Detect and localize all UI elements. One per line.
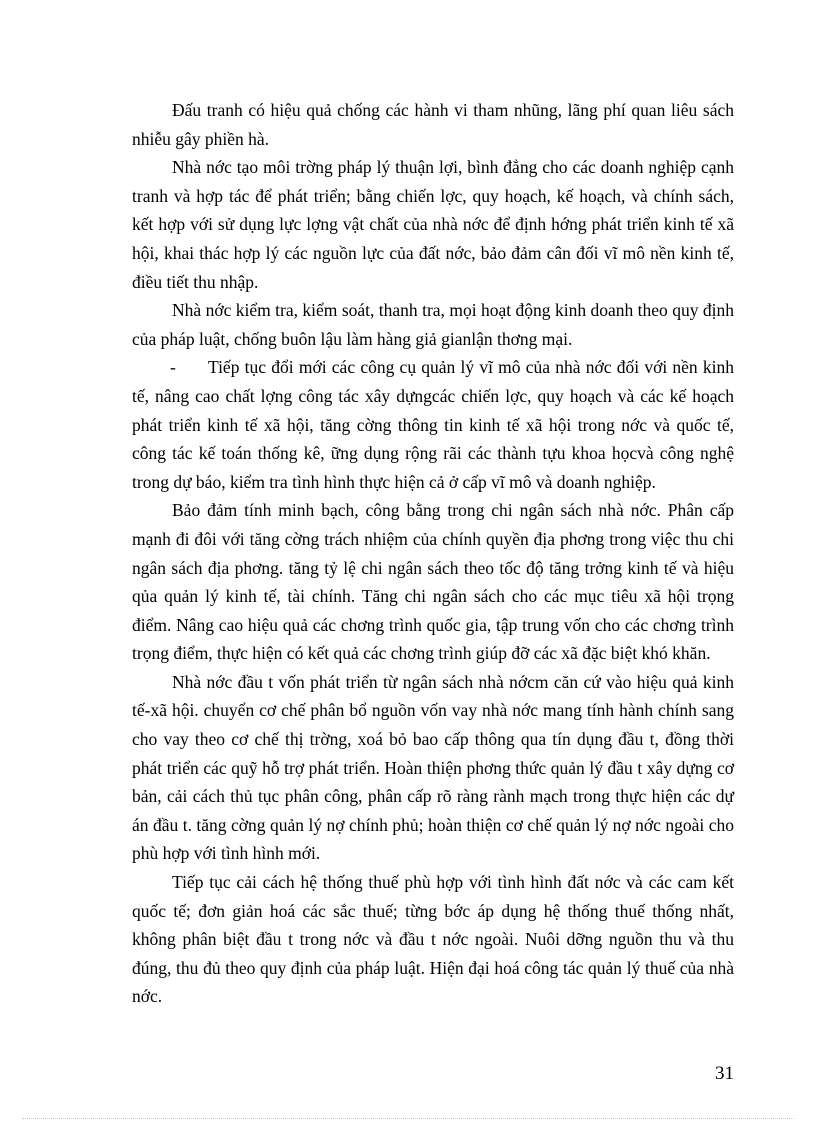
bullet-mark: - <box>170 357 176 378</box>
bullet-paragraph <box>132 353 734 496</box>
page-bottom-divider <box>22 1118 794 1119</box>
paragraph: Nhà nớc đầu t vốn phát triển từ ngân sách nhà nớcm căn cứ vào hiệu quả kinh tế-xã hội. chuyển cơ chế phân bổ nguồn vốn vay nhà nớc mang tính hành chính sang cho vay theo cơ chế thị trờng, xoá bỏ bao cấp thông qua tín dụng đầu t, đồng thời phát triển các quỹ hỗ trợ phát triển. Hoàn thiện phơng thức quản lý đầu t xây dựng cơ bản, cải cách thủ tục phân công, phân cấp rõ ràng rành mạch trong thực hiện các dự án đầu t. tăng cờng quản lý nợ chính phủ; hoàn thiện cơ chế quản lý nợ nớc ngoài cho phù hợp với tình hình mới. <box>132 671 734 864</box>
paragraph: Nhà nớc tạo môi trờng pháp lý thuận lợi, bình đẳng cho các doanh nghiệp cạnh tranh và hợp tác để phát triển; bằng chiến lợc, quy hoạch, kế hoạch, và chính sách, kết hợp với sử dụng lực lợng vật chất của nhà nớc để định hớng phát triển kinh tế xã hội, khai thác hợp lý các nguồn lực của đất nớc, bảo đảm cân đối vĩ mô nền kinh tế, điều tiết thu nhập. <box>132 157 734 292</box>
paragraph: Nhà nớc kiểm tra, kiểm soát, thanh tra, mọi hoạt động kinh doanh theo quy định của pháp luật, chống buôn lậu làm hàng giả gianlận thơng mại. <box>132 300 734 349</box>
paragraph: Bảo đảm tính minh bạch, công bằng trong chi ngân sách nhà nớc. Phân cấp mạnh đi đôi với tăng cờng trách nhiệm của chính quyền địa phơng trong việc thu chi ngân sách địa phơng. tăng tỷ lệ chi ngân sách theo tốc độ tăng trởng kinh tế và hiệu qủa quản lý kinh tế, tài chính. Tăng chi ngân sách cho các mục tiêu xã hội trọng điểm. Nâng cao hiệu quả các chơng trình quốc gia, tập trung vốn cho các chơng trình trọng điểm, thực hiện có kết quả các chơng trình giúp đỡ các xã đặc biệt khó khăn. <box>132 500 734 664</box>
bullet-text: Tiếp tục đổi mới các công cụ quản lý vĩ mô của nhà nớc đối với nền kinh tế, nâng cao chất lợng công tác xây dựngcác chiến lợc, quy hoạch và các kế hoạch phát triển kinh tế xã hội, tăng cờng thông tin kinh tế xã hội trong nớc và quốc tế, công tác kế toán thống kê, ững dụng rộng rãi các thành tựu khoa họcvà công nghệ trong dự báo, kiểm tra tình hình thực hiện cả ở cấp vĩ mô và doanh nghiệp. <box>132 357 734 492</box>
paragraph: Tiếp tục cải cách hệ thống thuế phù hợp với tình hình đất nớc và các cam kết quốc tế; đơn giản hoá các sắc thuế; từng bớc áp dụng hệ thống thuế thống nhất, không phân biệt đầu t trong nớc và đầu t nớc ngoài. Nuôi dỡng nguồn thu và thu đúng, thu đủ theo quy định của pháp luật. Hiện đại hoá công tác quản lý thuế của nhà nớc. <box>132 872 734 1007</box>
document-body <box>132 96 734 1011</box>
page-number: 31 <box>715 1063 734 1084</box>
paragraph: Đấu tranh có hiệu quả chống các hành vi tham nhũng, lãng phí quan liêu sách nhiễu gây phiền hà. <box>132 100 734 149</box>
